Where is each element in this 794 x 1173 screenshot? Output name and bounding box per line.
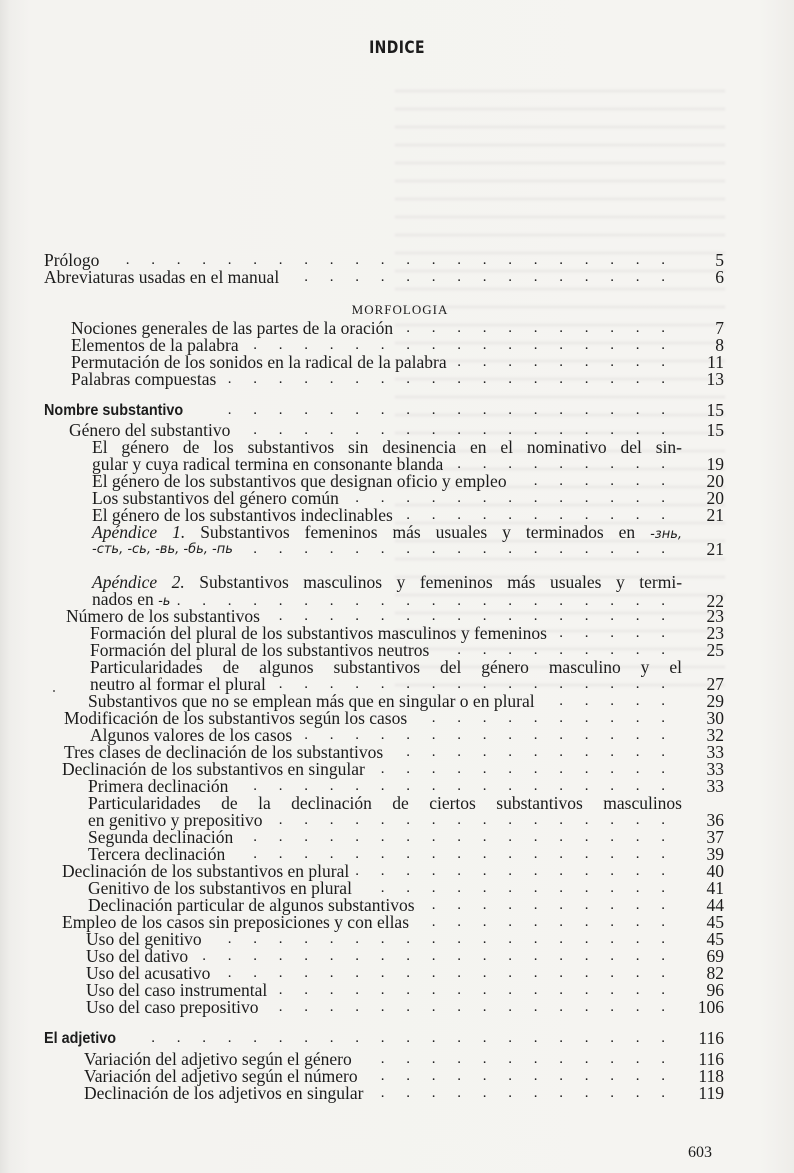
entry-text: Elementos de la palabra — [71, 335, 239, 355]
entry-page: 96 — [706, 980, 724, 1000]
entry-text: El género de los substantivos indeclinables — [92, 505, 393, 525]
entry-text-line2: neutro al formar el plural — [90, 674, 266, 694]
entry-text: Abreviaturas usadas en el manual — [44, 267, 280, 287]
leader-dots — [239, 829, 674, 846]
entry-page: 20 — [706, 471, 724, 491]
entry-page: 20 — [706, 488, 724, 508]
entry-page: 69 — [706, 946, 724, 966]
entry-page: 33 — [706, 776, 724, 796]
leader-dots — [399, 320, 674, 337]
entry-page: 27 — [706, 674, 724, 694]
entry-text: Genitivo de los substantivos en plural — [88, 878, 352, 898]
entry-text: Género del substantivo — [69, 420, 231, 440]
entry-text: Tres clases de declinación de los substantivos — [64, 742, 384, 762]
entry-text: Declinación de los substantivos en plural — [62, 861, 350, 881]
entry-text: Uso del acusativo — [86, 963, 211, 983]
toc-entry-el-adjetivo[interactable] — [44, 1028, 724, 1048]
entry-page: 23 — [706, 606, 724, 626]
entry-page: 33 — [706, 759, 724, 779]
entry-text: Primera declinación — [88, 776, 229, 796]
entry-text-line1: El género de los substantivos sin desinencia en el nominativo del sin- — [92, 437, 682, 457]
toc-entry-apendice-2[interactable] — [92, 574, 682, 591]
entry-page: 33 — [706, 742, 724, 762]
entry-text: Substantivos masculinos y femeninos más usuales y termi- — [199, 572, 683, 592]
leader-dots — [389, 744, 674, 761]
leader-dots — [285, 269, 674, 286]
entry-page: 118 — [698, 1066, 724, 1086]
entry-text: Palabras compuestas — [71, 369, 217, 389]
entry-text: Variación del adjetivo según el número — [84, 1066, 358, 1086]
toc-entry[interactable] — [71, 369, 724, 389]
entry-text: Nociones generales de las partes de la oración — [71, 318, 394, 338]
entry-text: Tercera declinación — [88, 844, 226, 864]
entry-text: Prólogo — [44, 250, 100, 270]
entry-text: Empleo de los casos sin preposiciones y con ellas — [62, 912, 410, 932]
leader-dots — [345, 490, 674, 507]
entry-page: 41 — [706, 878, 724, 898]
entry-page: 19 — [706, 454, 724, 474]
leader-dots — [265, 999, 674, 1016]
entry-page: 7 — [715, 318, 724, 338]
leader-dots — [413, 710, 674, 727]
entry-text: Número de los substantivos — [66, 606, 260, 626]
entry-page: 15 — [706, 400, 724, 420]
entry-page: 116 — [698, 1049, 724, 1069]
entry-page: 119 — [698, 1083, 724, 1103]
entry-text-line1 — [92, 574, 682, 591]
leader-dots — [239, 541, 674, 558]
entry-text: El género de los substantivos que designan oficio y empleo — [92, 471, 507, 491]
entry-text: Declinación de los substantivos en singular — [62, 759, 365, 779]
leader-dots — [355, 863, 674, 880]
entry-page: 45 — [706, 929, 724, 949]
page-number: 603 — [688, 1144, 712, 1161]
entry-text-line2: en genitivo y prepositivo — [88, 810, 263, 830]
leader-dots — [369, 1085, 674, 1102]
entry-page: 22 — [706, 591, 724, 611]
entry-text-line1: Particularidades de algunos substantivos del género masculino y el — [90, 657, 682, 677]
entry-page: 106 — [697, 997, 724, 1017]
entry-text: Nombre substantivo — [44, 402, 184, 419]
stray-mark — [53, 690, 55, 692]
leader-dots — [421, 897, 674, 914]
entry-page: 23 — [706, 623, 724, 643]
appendix-label: Apéndice 1. — [92, 522, 186, 542]
entry-page: 116 — [698, 1028, 724, 1048]
entry-page: 13 — [706, 369, 724, 389]
entry-page: 8 — [715, 335, 724, 355]
toc-entry-continuation[interactable] — [92, 539, 724, 559]
entry-page: 6 — [715, 267, 724, 287]
entry-page: 21 — [706, 539, 724, 559]
entry-text: Substantivos que no se emplean más que en singular o en plural — [88, 691, 535, 711]
entry-page: 82 — [706, 963, 724, 983]
leader-dots — [205, 402, 674, 419]
appendix-label: Apéndice 2. — [92, 572, 185, 592]
entry-page: 5 — [715, 250, 724, 270]
cyrillic-suffix: -ь — [158, 594, 171, 609]
leader-dots — [371, 761, 674, 778]
entry-page: 40 — [706, 861, 724, 881]
entry-text: Los substantivos del género común — [92, 488, 339, 508]
entry-text-line1: Particularidades de la declinación de ciertos substantivos masculinos — [88, 793, 682, 813]
leader-dots — [273, 982, 674, 999]
entry-text: Uso del caso instrumental — [86, 980, 268, 1000]
entry-text: nados en — [92, 589, 154, 609]
leader-dots — [415, 914, 674, 931]
leader-dots — [130, 1030, 674, 1047]
entry-text: Uso del genitivo — [86, 929, 202, 949]
entry-text: Variación del adjetivo según el género — [84, 1049, 352, 1069]
entry-page: 11 — [707, 352, 724, 372]
entry-page: 45 — [706, 912, 724, 932]
entry-text: Declinación particular de algunos substantivos — [88, 895, 415, 915]
leader-dots — [269, 812, 675, 829]
entry-text: El adjetivo — [44, 1030, 117, 1047]
entry-text: Declinación de los adjetivos en singular — [84, 1083, 364, 1103]
entry-text: Permutación de los sonidos en la radical de la palabra — [71, 352, 447, 372]
entry-page: 39 — [706, 844, 724, 864]
cyrillic-suffix: -знь, — [650, 527, 683, 542]
entry-page: 36 — [706, 810, 724, 830]
section-heading-morfologia: MORFOLOGIA — [351, 302, 449, 317]
entry-page: 21 — [706, 505, 724, 525]
leader-dots — [453, 354, 674, 371]
entry-text: Substantivos femeninos más usuales y terminados en — [200, 522, 636, 542]
entry-page: 37 — [706, 827, 724, 847]
entry-page: 32 — [706, 725, 724, 745]
toc-entry[interactable] — [84, 1083, 724, 1103]
entry-text: Formación del plural de los substantivos masculinos y femeninos — [90, 623, 547, 643]
leader-dots — [208, 931, 674, 948]
toc-entry-nombre-substantivo[interactable] — [44, 400, 724, 420]
leader-dots — [358, 1051, 674, 1068]
entry-text: Algunos valores de los casos — [90, 725, 293, 745]
leader-dots — [194, 948, 674, 965]
leader-dots — [541, 693, 674, 710]
entry-page: 25 — [706, 640, 724, 660]
entry-page: 30 — [706, 708, 724, 728]
entry-page: 15 — [706, 420, 724, 440]
toc-entry-abreviaturas[interactable] — [44, 267, 724, 287]
entry-text: Uso del caso prepositivo — [86, 997, 259, 1017]
entry-text-line2: gular y cuya radical termina en consonante blanda — [92, 454, 444, 474]
entry-text: Segunda declinación — [88, 827, 234, 847]
entry-page: 29 — [706, 691, 724, 711]
entry-text: Modificación de los substantivos según los casos — [64, 708, 408, 728]
leader-dots — [513, 473, 674, 490]
leader-dots — [364, 1068, 674, 1085]
entry-text: Uso del dativo — [86, 946, 189, 966]
leader-dots — [216, 965, 674, 982]
leader-dots — [222, 371, 674, 388]
entry-page: 44 — [706, 895, 724, 915]
toc-entry[interactable] — [86, 997, 724, 1017]
entry-text: Formación del plural de los substantivos neutros — [90, 640, 430, 660]
cyrillic-endings: -сть, -сь, -вь, -бь, -пь — [92, 542, 233, 557]
page-title: INDICE — [369, 38, 425, 58]
leader-dots — [553, 625, 674, 642]
